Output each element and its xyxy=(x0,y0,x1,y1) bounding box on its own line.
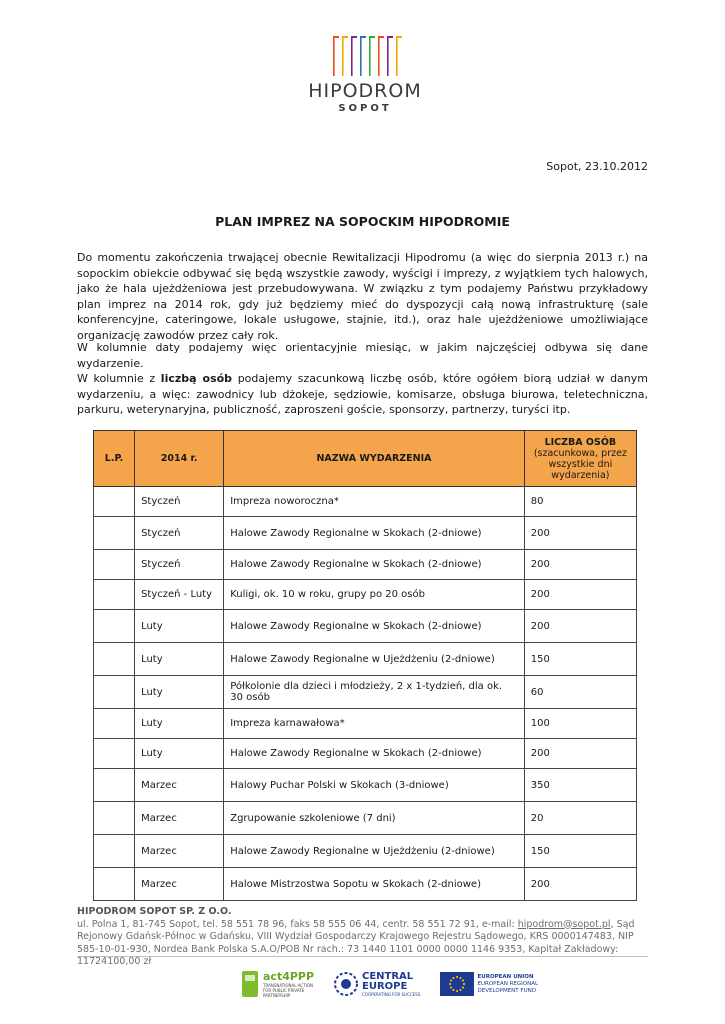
table-row xyxy=(94,739,637,769)
table-row xyxy=(94,709,637,739)
cell-count: 200 xyxy=(524,550,636,580)
logo-subtitle: SOPOT xyxy=(338,103,392,114)
act4ppp-title: act4PPP xyxy=(263,969,315,983)
flag-pole xyxy=(369,36,371,76)
note-bold: liczbą osób xyxy=(160,372,233,386)
cell-month: Marzec xyxy=(135,835,224,868)
cell-lp xyxy=(94,769,135,802)
partner-logos xyxy=(240,964,538,1004)
cell-count: 200 xyxy=(524,610,636,643)
cell-month: Luty xyxy=(135,610,224,643)
events-table xyxy=(93,430,637,901)
cell-name: Zgrupowanie szkoleniowe (7 dni) xyxy=(224,802,525,835)
central-europe-stars-icon xyxy=(333,971,359,997)
cell-lp xyxy=(94,580,135,610)
eu-star xyxy=(452,989,454,991)
act4ppp-icon xyxy=(240,969,260,999)
table-row xyxy=(94,868,637,901)
note-before: W kolumnie z xyxy=(77,372,161,386)
footer-divider xyxy=(77,956,648,957)
cell-lp xyxy=(94,487,135,517)
flag-pole xyxy=(342,36,344,76)
footer-registry: , Sąd Rejonowy Gdańsk-Północ w Gdańsku, VIII Wydział Gospodarczy Krajowego Rejestru Sądowego, KRS 0000147483, NIP 585-10-01-930, Nordea Bank Polska S.A.O/POB Nr rach.: 73 1440 1101 0000 0000 1146 9353, Kapitał Zakładowy: 11724100,00 zł xyxy=(77,918,635,967)
table-row xyxy=(94,769,637,802)
flag-banner xyxy=(369,36,375,38)
eu-line3: DEVELOPMENT FUND xyxy=(477,987,536,994)
table-row xyxy=(94,487,637,517)
cell-lp xyxy=(94,517,135,550)
cell-month: Luty xyxy=(135,643,224,676)
cell-month: Marzec xyxy=(135,868,224,901)
document-title: PLAN IMPREZ NA SOPOCKIM HIPODROMIE xyxy=(215,214,510,229)
table-row xyxy=(94,550,637,580)
flag-pole xyxy=(396,36,398,76)
cell-count: 80 xyxy=(524,487,636,517)
footer xyxy=(77,906,648,969)
eu-star xyxy=(449,983,451,985)
eu-logo xyxy=(440,972,539,996)
footer-address: ul. Polna 1, 81-745 Sopot, tel. 58 551 78 96, faks 58 555 06 44, centr. 58 551 72 91, e-mail: xyxy=(77,918,518,930)
flag-banner xyxy=(378,36,384,38)
eu-star xyxy=(449,980,451,982)
eu-star xyxy=(462,980,464,982)
flag-pole xyxy=(378,36,380,76)
flag-banner xyxy=(342,36,348,38)
central-europe-logo xyxy=(333,971,422,997)
eu-star xyxy=(462,987,464,989)
cell-lp xyxy=(94,643,135,676)
cell-name: Półkolonie dla dzieci i młodzieży, 2 x 1-tydzień, dla ok. 30 osób xyxy=(224,676,525,709)
table-row xyxy=(94,802,637,835)
flag-pole xyxy=(351,36,353,76)
cell-month: Marzec xyxy=(135,769,224,802)
eu-star xyxy=(456,990,458,992)
cell-lp xyxy=(94,802,135,835)
cell-lp xyxy=(94,868,135,901)
table-row xyxy=(94,610,637,643)
cell-name: Halowe Zawody Regionalne w Ujeżdżeniu (2-dniowe) xyxy=(224,835,525,868)
flag-banner xyxy=(351,36,357,38)
cell-month: Luty xyxy=(135,676,224,709)
header-lp: L.P. xyxy=(94,431,135,487)
footer-details xyxy=(77,919,648,969)
cell-month: Styczeń - Luty xyxy=(135,580,224,610)
act4ppp-subtitle: TRANSNATIONAL ACTION FOR PUBLIC PRIVATE PARTNERSHIP xyxy=(263,982,313,998)
cell-count: 200 xyxy=(524,517,636,550)
header-count xyxy=(524,431,636,487)
table-row xyxy=(94,835,637,868)
logo-flags-icon xyxy=(325,22,405,78)
flag-banner xyxy=(333,36,339,38)
flag-banner xyxy=(360,36,366,38)
header-name: NAZWA WYDARZENIA xyxy=(224,431,525,487)
table-row xyxy=(94,580,637,610)
cell-month: Styczeń xyxy=(135,517,224,550)
act4ppp-logo xyxy=(240,969,315,999)
flag-pole xyxy=(333,36,335,76)
table-header-row xyxy=(94,431,637,487)
cell-name: Halowe Mistrzostwa Sopotu w Skokach (2-dniowe) xyxy=(224,868,525,901)
cell-lp xyxy=(94,739,135,769)
cell-month: Luty xyxy=(135,739,224,769)
cell-name: Halowe Zawody Regionalne w Skokach (2-dniowe) xyxy=(224,739,525,769)
header-count-note: (szacunkowa, przez wszystkie dni wydarzenia) xyxy=(533,447,627,481)
note-paragraph xyxy=(77,340,648,418)
footer-company: HIPODROM SOPOT SP. Z O.O. xyxy=(77,906,232,917)
eu-star xyxy=(456,976,458,978)
cell-count: 200 xyxy=(524,739,636,769)
cell-name: Halowe Zawody Regionalne w Skokach (2-dniowe) xyxy=(224,610,525,643)
cell-name: Impreza noworoczna* xyxy=(224,487,525,517)
flag-pole xyxy=(387,36,389,76)
cell-month: Marzec xyxy=(135,802,224,835)
logo-name: HIPODROM xyxy=(308,80,422,102)
ce-subtitle: COOPERATING FOR SUCCESS. xyxy=(362,991,422,997)
eu-star xyxy=(463,983,465,985)
table-row xyxy=(94,517,637,550)
table-row xyxy=(94,643,637,676)
cell-count: 200 xyxy=(524,580,636,610)
cell-name: Halowy Puchar Polski w Skokach (3-dniowe) xyxy=(224,769,525,802)
cell-count: 60 xyxy=(524,676,636,709)
cell-month: Luty xyxy=(135,709,224,739)
intro-paragraph: Do momentu zakończenia trwającej obecnie Rewitalizacji Hipodromu (a więc do sierpnia 2013 r.) na sopockim obiekcie odbywać się będą wszystkie zawody, wyścigi i imprezy, z wyjątkiem tych halowych, jako że hala ujeżdżeniowa jest przebudowywana. W związku z tym podajemy Państwu przykładowy plan imprez na 2014 rok, gdy już będziemy mieć do dyspozycji całą nową infrastrukturę (sale konferencyjne, cateringowe, lokale usługowe, stajnie, itd.), oraz hale ujeżdżeniowe umożliwiające organizację zawodów przez cały rok. xyxy=(77,251,648,342)
eu-star xyxy=(449,987,451,989)
flag-banner xyxy=(396,36,402,38)
cell-name: Halowe Zawody Regionalne w Skokach (2-dniowe) xyxy=(224,550,525,580)
cell-lp xyxy=(94,610,135,643)
header-year: 2014 r. xyxy=(135,431,224,487)
cell-count: 150 xyxy=(524,643,636,676)
eu-star xyxy=(459,977,461,979)
hipodrom-logo xyxy=(300,22,430,128)
eu-star xyxy=(459,989,461,991)
cell-name: Impreza karnawałowa* xyxy=(224,709,525,739)
note-after: podajemy szacunkową liczbę osób, które ogółem biorą udział w danym wydarzeniu, a więc: zawodnicy lub dżokeje, sędziowie, komisarze, obsługa biurowa, teletechniczna, parkuru, weterynaryjna, publiczność, zaproszeni goście, sponsorzy, partnerzy, turyści itp. xyxy=(77,372,648,417)
flag-banner xyxy=(387,36,393,38)
eu-star xyxy=(452,977,454,979)
table-row xyxy=(94,676,637,709)
footer-email-link[interactable]: hipodrom@sopot.pl xyxy=(517,918,611,930)
document-date: Sopot, 23.10.2012 xyxy=(546,160,648,173)
eu-line2: EUROPEAN REGIONAL xyxy=(477,980,539,987)
cell-lp xyxy=(94,550,135,580)
cell-name: Kuligi, ok. 10 w roku, grupy po 20 osób xyxy=(224,580,525,610)
cell-count: 350 xyxy=(524,769,636,802)
cell-lp xyxy=(94,676,135,709)
flag-pole xyxy=(360,36,362,76)
cell-count: 100 xyxy=(524,709,636,739)
cell-name: Halowe Zawody Regionalne w Ujeżdżeniu (2-dniowe) xyxy=(224,643,525,676)
ce-line2: EUROPE xyxy=(362,980,408,992)
cell-lp xyxy=(94,835,135,868)
ce-line1: CENTRAL xyxy=(362,970,414,982)
eu-line1: EUROPEAN UNION xyxy=(477,973,534,980)
cell-name: Halowe Zawody Regionalne w Skokach (2-dniowe) xyxy=(224,517,525,550)
cell-count: 200 xyxy=(524,868,636,901)
cell-count: 20 xyxy=(524,802,636,835)
cell-month: Styczeń xyxy=(135,550,224,580)
note-line1: W kolumnie daty podajemy więc orientacyjnie miesiąc, w jakim najczęściej odbywa się dane wydarzenie. xyxy=(77,341,648,370)
eu-flag-icon xyxy=(440,972,474,996)
cell-lp xyxy=(94,709,135,739)
header-count-label: LICZBA OSÓB xyxy=(544,436,617,448)
cell-count: 150 xyxy=(524,835,636,868)
cell-month: Styczeń xyxy=(135,487,224,517)
